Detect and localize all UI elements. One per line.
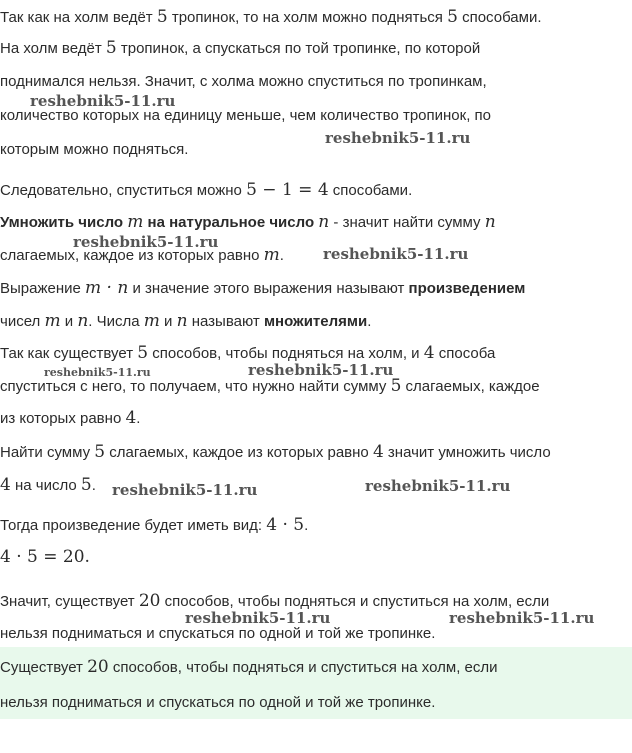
watermark: reshebnik5-11.ru [449, 609, 595, 627]
watermark: reshebnik5-11.ru [112, 481, 258, 499]
text-line: из которых равно 4. [0, 408, 141, 428]
text-line: Так как на холм ведёт 5 тропинок, то на холм можно подняться 5 способами. [0, 7, 542, 27]
text-line: Найти сумму 5 слагаемых, каждое из которых равно 4 значит умножить число [0, 442, 551, 462]
watermark: reshebnik5-11.ru [73, 233, 219, 251]
watermark: reshebnik5-11.ru [30, 92, 176, 110]
formula-line: 4 · 5 = 20. [0, 547, 90, 567]
text-line: 4 на число 5. [0, 475, 96, 495]
watermark: reshebnik5-11.ru [323, 245, 469, 263]
text-line: количество которых на единицу меньше, чем количество тропинок, по [0, 107, 492, 124]
text-line: чисел m и n. Числа m и n называют множителями. [0, 311, 372, 331]
text-line: спуститься с него, то получаем, что нужно найти сумму 5 слагаемых, каждое [0, 376, 540, 396]
text-line: слагаемых, каждое из которых равно m. [0, 245, 284, 265]
text-line: нельзя подниматься и спускаться по одной и той же тропинке. [0, 625, 436, 642]
answer-line: Существует 20 способов, чтобы подняться и спуститься на холм, если [0, 657, 498, 677]
answer-line: нельзя подниматься и спускаться по одной и той же тропинке. [0, 694, 436, 711]
watermark: reshebnik5-11.ru [365, 477, 511, 495]
watermark: reshebnik5-11.ru [44, 366, 151, 379]
answer-box [0, 647, 632, 719]
definition-line: Умножить число m на натуральное число n - значит найти сумму n [0, 212, 496, 232]
text-line: Следовательно, спуститься можно 5 − 1 = 4 способами. [0, 180, 413, 200]
text-line: поднимался нельзя. Значит, с холма можно спуститься по тропинкам, [0, 73, 487, 90]
watermark: reshebnik5-11.ru [325, 129, 471, 147]
text-line: На холм ведёт 5 тропинок, а спускаться по той тропинке, по которой [0, 38, 481, 58]
text-line: Тогда произведение будет иметь вид: 4 · 5. [0, 515, 309, 535]
watermark: reshebnik5-11.ru [185, 609, 331, 627]
text-line: Значит, существует 20 способов, чтобы подняться и спуститься на холм, если [0, 591, 550, 611]
text-line: которым можно подняться. [0, 141, 189, 158]
text-line: Так как существует 5 способов, чтобы подняться на холм, и 4 способа [0, 343, 496, 363]
text-line: Выражение m · n и значение этого выражения называют произведением [0, 278, 526, 298]
watermark: reshebnik5-11.ru [248, 361, 394, 379]
